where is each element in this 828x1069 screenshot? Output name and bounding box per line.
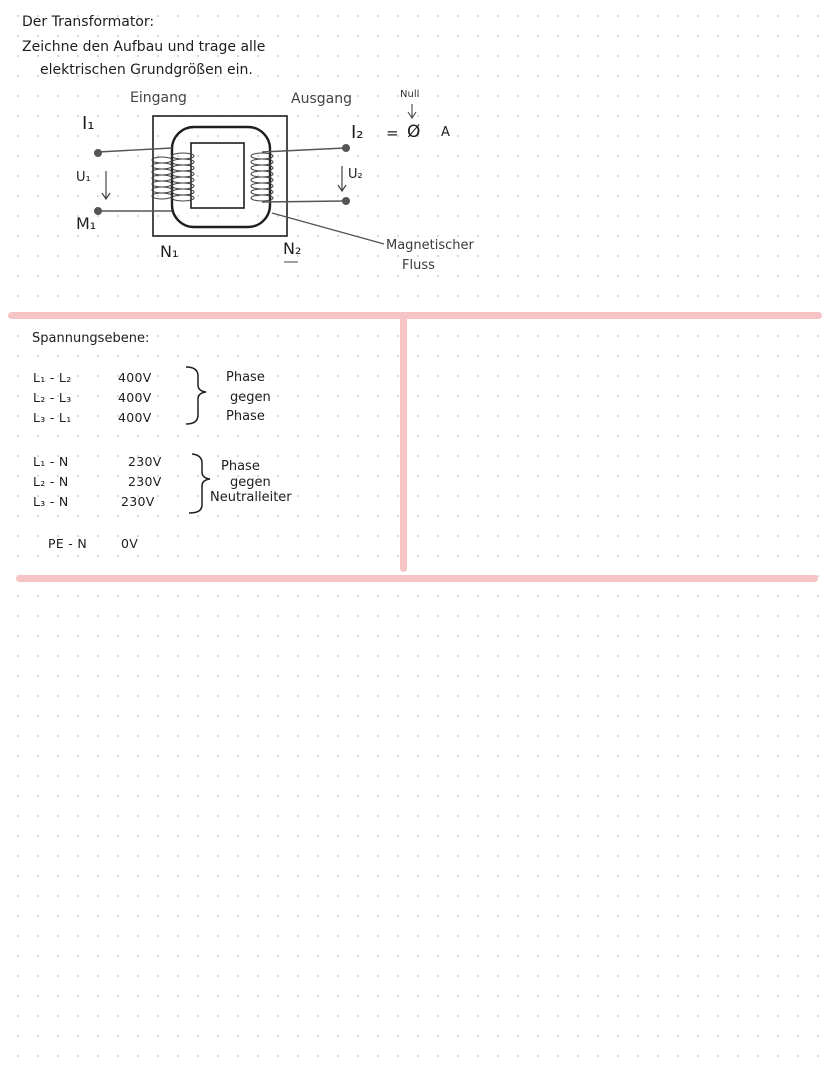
output-lead-bottom bbox=[262, 201, 345, 202]
list-item-value: 230V bbox=[121, 494, 155, 509]
divider-top bbox=[8, 312, 822, 319]
divider-vertical bbox=[400, 316, 407, 572]
group2-note-line-1: Phase bbox=[221, 459, 260, 474]
group2-note-line-3: Neutralleiter bbox=[210, 490, 292, 505]
list-item-value: 400V bbox=[118, 410, 152, 425]
output-label: Ausgang bbox=[291, 91, 352, 107]
group1-note-line-1: Phase bbox=[226, 370, 265, 385]
list-item-value: 400V bbox=[118, 370, 152, 385]
current-in-label: I₁ bbox=[82, 113, 95, 134]
list-item: L₁ - L₂ bbox=[33, 370, 72, 385]
pe-pair: PE - N bbox=[48, 536, 88, 551]
input-label: Eingang bbox=[130, 90, 187, 106]
primary-coil bbox=[152, 157, 172, 199]
page-title: Der Transformator: bbox=[22, 14, 155, 30]
output-terminal-top bbox=[342, 144, 350, 152]
ampere-unit: A bbox=[441, 125, 450, 140]
core-inner bbox=[191, 143, 244, 208]
task-line-2: elektrischen Grundgrößen ein. bbox=[40, 62, 253, 78]
flux-label-line-2: Fluss bbox=[402, 258, 435, 273]
zero-value: Ø bbox=[407, 122, 421, 142]
group2-note-line-2: gegen bbox=[230, 475, 271, 490]
voltage-out-label: U₂ bbox=[348, 167, 363, 182]
input-lead-top bbox=[98, 148, 172, 152]
pe-value: 0V bbox=[121, 536, 139, 551]
list-item-value: 400V bbox=[118, 390, 152, 405]
divider-bottom bbox=[16, 575, 818, 582]
brace-group-1 bbox=[186, 367, 206, 424]
list-item-value: 230V bbox=[128, 474, 162, 489]
m1-label: M₁ bbox=[76, 214, 97, 233]
voltage-in-label: U₁ bbox=[76, 170, 91, 185]
coil-out-label: N₂ bbox=[283, 239, 302, 258]
current-out-label: I₂ bbox=[351, 122, 364, 143]
list-item: L₃ - L₁ bbox=[33, 410, 72, 425]
flux-label-line-1: Magnetischer bbox=[386, 238, 474, 253]
list-item-value: 230V bbox=[128, 454, 162, 469]
task-line-1: Zeichne den Aufbau und trage alle bbox=[22, 39, 266, 55]
list-item: L₂ - L₃ bbox=[33, 390, 72, 405]
null-label: Null bbox=[400, 89, 420, 100]
equals-sign: = bbox=[386, 124, 399, 142]
output-lead-top bbox=[262, 148, 345, 152]
list-item: L₂ - N bbox=[33, 474, 69, 489]
output-terminal-bottom bbox=[342, 197, 350, 205]
brace-group-2 bbox=[189, 454, 210, 513]
group1-note-line-2: gegen bbox=[230, 390, 271, 405]
list-item: L₁ - N bbox=[33, 454, 69, 469]
coil-in-label: N₁ bbox=[160, 242, 179, 261]
group1-note-line-3: Phase bbox=[226, 409, 265, 424]
input-terminal-top bbox=[94, 149, 102, 157]
list-item: L₃ - N bbox=[33, 494, 69, 509]
section-heading: Spannungsebene: bbox=[32, 331, 150, 346]
